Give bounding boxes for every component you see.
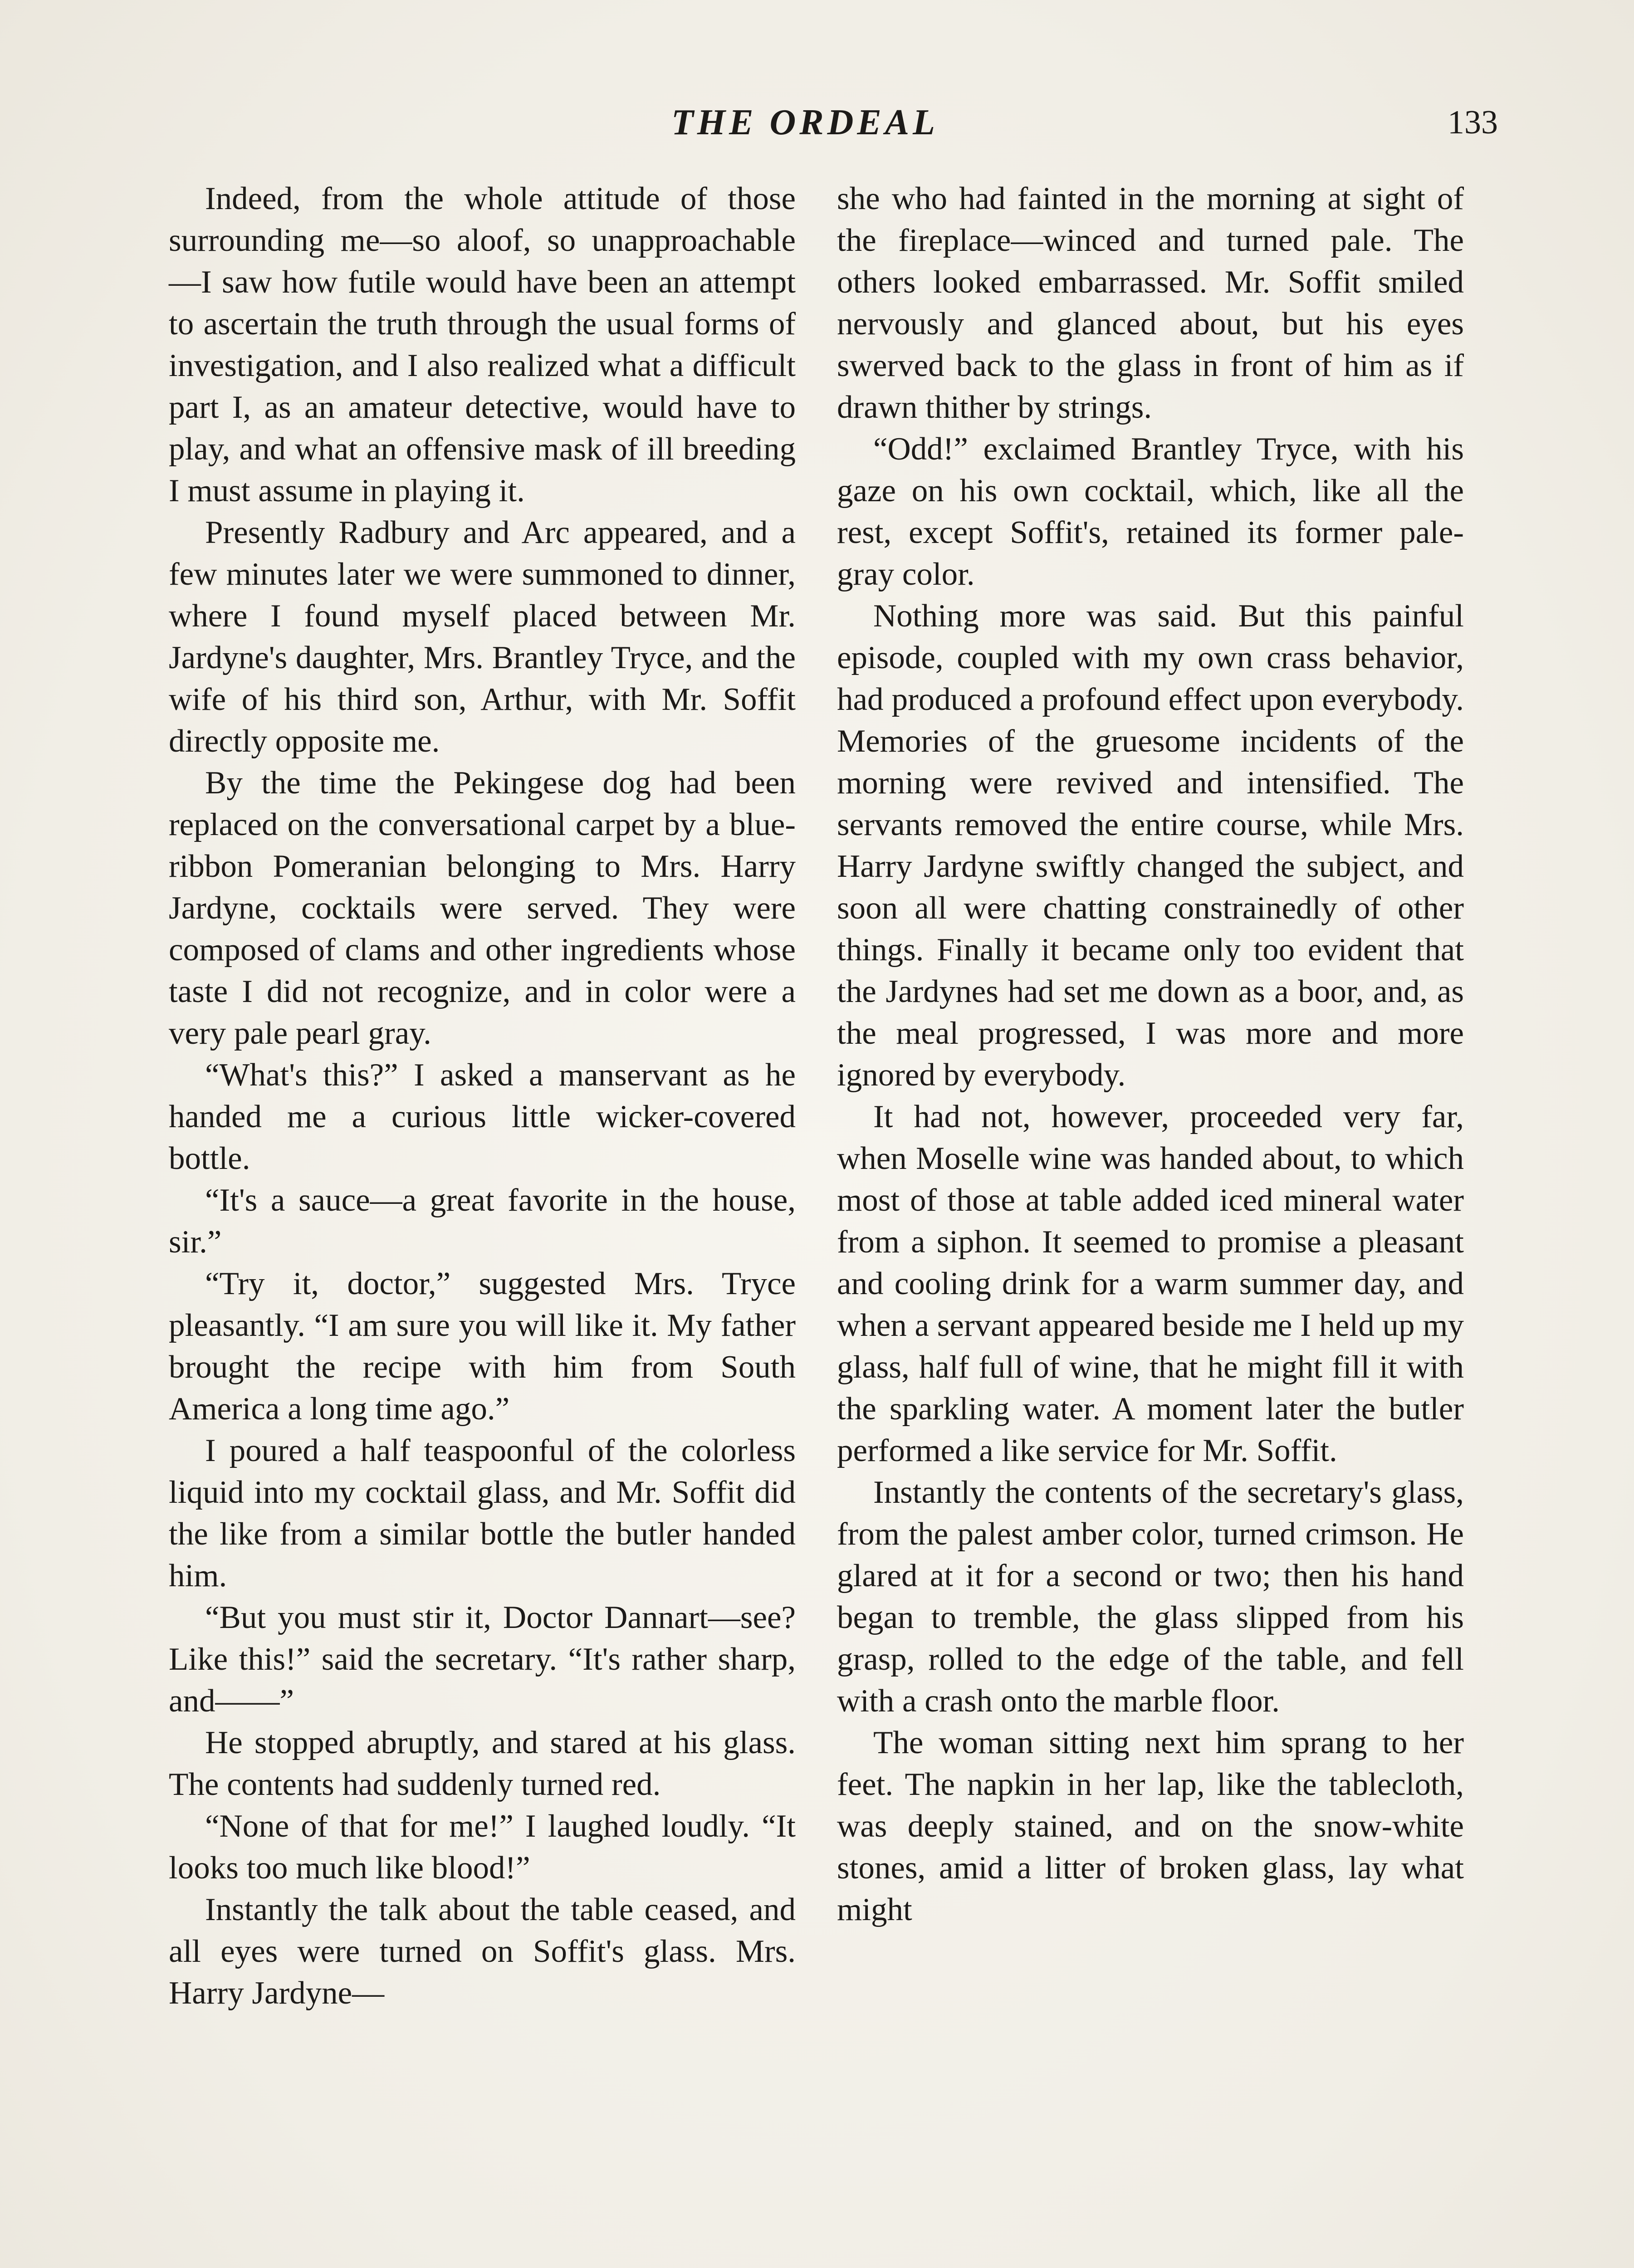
page-number: 133	[1448, 104, 1498, 141]
paragraph: Indeed, from the whole attitude of those surrounding me—so aloof, so unapproachable—I saw how futile would have been an attempt to ascertain the truth through the usual forms of investigation, and I also realized what a difficult part I, as an amateur detective, would have to play, and what an offensive mask of ill breeding I must assume in playing it.	[169, 181, 796, 508]
paragraph: “What's this?” I asked a manservant as he handed me a curious little wicker-covered bottle.	[169, 1057, 796, 1176]
paragraph: “Odd!” exclaimed Brantley Tryce, with his gaze on his own cocktail, which, like all the rest, except Soffit's, retained its former pale-gray color.	[837, 431, 1464, 592]
paragraph: “But you must stir it, Doctor Dannart—see? Like this!” said the secretary. “It's rather sharp, and——”	[169, 1600, 796, 1719]
paragraph: I poured a half teaspoonful of the colorless liquid into my cocktail glass, and Mr. Soffit did the like from a similar bottle the butler handed him.	[169, 1433, 796, 1593]
running-title: THE ORDEAL	[671, 103, 939, 142]
right-column	[837, 178, 1464, 1931]
paragraph: “It's a sauce—a great favorite in the house, sir.”	[169, 1183, 796, 1260]
paragraph: It had not, however, proceeded very far, when Moselle wine was handed about, to which most of those at table added iced mineral water from a siphon. It seemed to promise a pleasant and cooling drink for a warm summer day, and when a servant appeared beside me I held up my glass, half full of wine, that he might fill it with the sparkling water. A moment later the butler performed a like service for Mr. Soffit.	[837, 1099, 1464, 1468]
paragraph: Nothing more was said. But this painful episode, coupled with my own crass behavior, had produced a profound effect upon everybody. Memories of the gruesome incidents of the morning were revived and intensified. The servants removed the entire course, while Mrs. Harry Jardyne swiftly changed the subject, and soon all were chatting constrainedly of other things. Finally it became only too evident that the Jardynes had set me down as a boor, and, as the meal progressed, I was more and more ignored by everybody.	[837, 598, 1464, 1093]
paragraph-continued: she who had fainted in the morning at sight of the fireplace—winced and turned pale. The others looked embarrassed. Mr. Soffit smiled nervously and glanced about, but his eyes swerved back to the glass in front of him as if drawn thither by strings.	[837, 181, 1464, 425]
paragraph: Presently Radbury and Arc appeared, and a few minutes later we were summoned to dinner, where I found myself placed between Mr. Jardyne's daughter, Mrs. Brantley Tryce, and the wife of his third son, Arthur, with Mr. Soffit directly opposite me.	[169, 515, 796, 759]
paragraph: “None of that for me!” I laughed loudly. “It looks too much like blood!”	[169, 1809, 796, 1886]
paragraph: Instantly the contents of the secretary's glass, from the palest amber color, turned crimson. He glared at it for a second or two; then his hand began to tremble, the glass slipped from his grasp, rolled to the edge of the table, and fell with a crash onto the marble floor.	[837, 1475, 1464, 1719]
left-column	[169, 178, 796, 2014]
paragraph: The woman sitting next him sprang to her feet. The napkin in her lap, like the tablecloth, was deeply stained, and on the snow-white stones, amid a litter of broken glass, lay what might	[837, 1725, 1464, 1927]
paragraph: By the time the Pekingese dog had been replaced on the conversational carpet by a blue-ribbon Pomeranian belonging to Mrs. Harry Jardyne, cocktails were served. They were composed of clams and other ingredients whose taste I did not recognize, and in color were a very pale pearl gray.	[169, 765, 796, 1051]
page-header	[0, 98, 1634, 147]
paragraph: He stopped abruptly, and stared at his glass. The contents had suddenly turned red.	[169, 1725, 796, 1802]
paragraph: “Try it, doctor,” suggested Mrs. Tryce pleasantly. “I am sure you will like it. My father brought the recipe with him from South America a long time ago.”	[169, 1266, 796, 1427]
paragraph: Instantly the talk about the table ceased, and all eyes were turned on Soffit's glass. Mrs. Harry Jardyne—	[169, 1892, 796, 2011]
